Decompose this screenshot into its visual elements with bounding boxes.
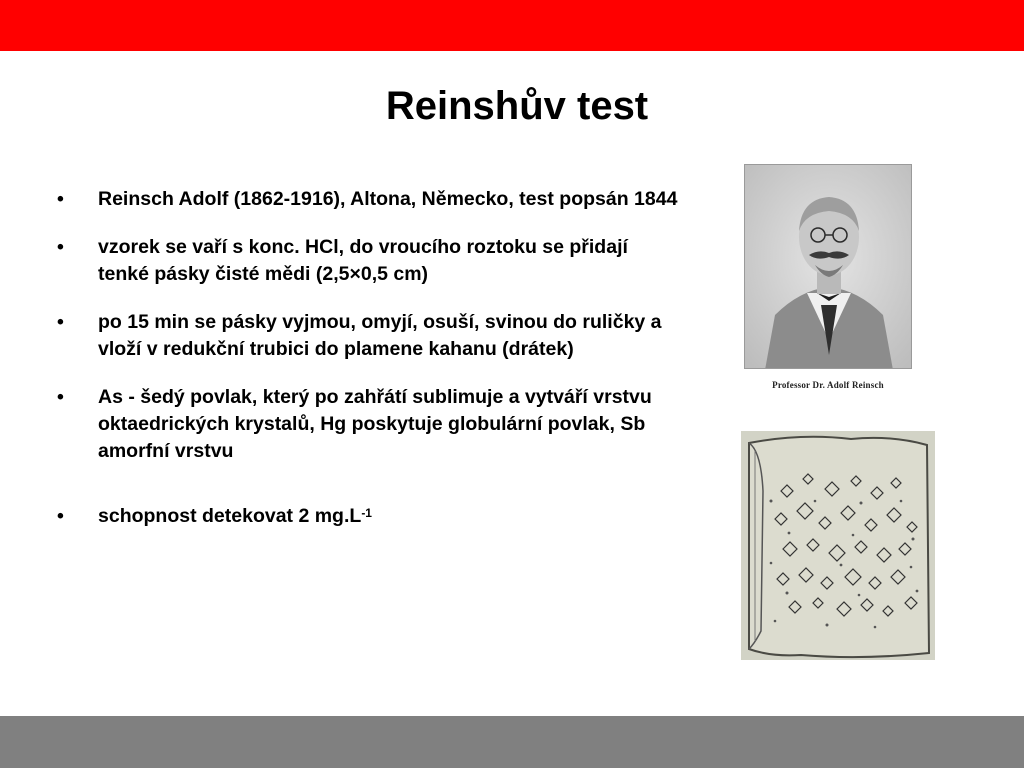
crystal-drawing (741, 431, 935, 660)
portrait-illustration (745, 165, 912, 369)
bullet-text: Reinsch Adolf (1862-1916), Altona, Německo, test popsán 1844 (98, 188, 678, 210)
bullet-marker: • (57, 236, 64, 258)
portrait-photo (744, 164, 912, 369)
bottom-footer-bar (0, 716, 1024, 768)
bullet-list (57, 186, 682, 551)
bullet-text: po 15 min se pásky vyjmou, omyjí, osuší, svinou do ruličky a vloží v redukční trubici do plamene kahanu (drátek) (98, 311, 662, 360)
bullet-marker: • (57, 505, 64, 527)
bullet-text: schopnost detekovat 2 mg.L (98, 505, 362, 527)
crystals-illustration (741, 431, 935, 660)
bullet-item (57, 503, 682, 530)
bullet-text: As - šedý povlak, který po zahřátí sublimuje a vytváří vrstvu oktaedrických krystalů, Hg poskytuje globulární povlak, Sb amorfní vrstvu (98, 386, 652, 462)
bullet-superscript: -1 (361, 506, 372, 520)
bullet-marker: • (57, 311, 64, 333)
bullet-marker: • (57, 386, 64, 408)
bullet-item (57, 186, 682, 213)
bullet-marker: • (57, 188, 64, 210)
slide-title: Reinshův test (385, 84, 649, 128)
bullet-item (57, 384, 682, 465)
portrait-caption: Professor Dr. Adolf Reinsch (772, 380, 884, 390)
bullet-text: vzorek se vaří s konc. HCl, do vroucího roztoku se přidají tenké pásky čisté mědi (2,5×0,5 cm) (98, 236, 628, 285)
bullet-item (57, 309, 682, 363)
bullet-item (57, 234, 682, 288)
top-accent-bar (0, 0, 1024, 51)
